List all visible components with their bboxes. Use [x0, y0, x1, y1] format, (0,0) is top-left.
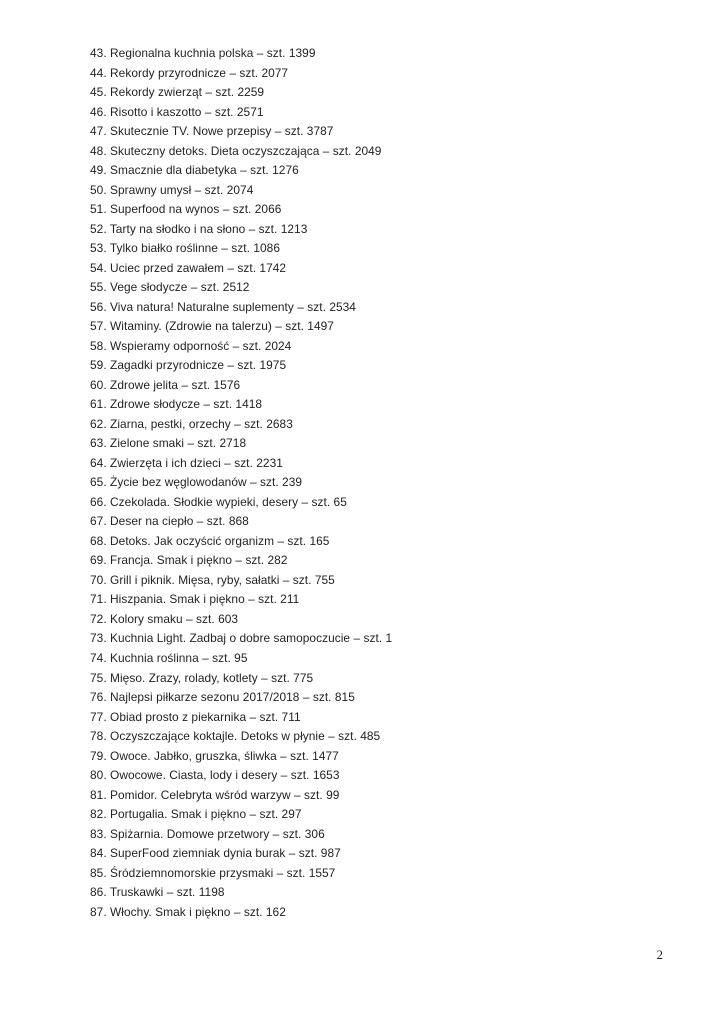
list-item: 74. Kuchnia roślinna – szt. 95 [90, 650, 248, 665]
list-item: 71. Hiszpania. Smak i piękno – szt. 211 [90, 592, 300, 607]
list-item: 43. Regionalna kuchnia polska – szt. 1399 [90, 46, 316, 60]
list-item: 54. Uciec przed zawałem – szt. 1742 [90, 260, 287, 275]
list-item: 57. Witaminy. (Zdrowie na talerzu) – szt. 1497 [90, 319, 334, 334]
list-item: 63. Zielone smaki – szt. 2718 [90, 436, 247, 451]
list-item: 65. Życie bez węglowodanów – szt. 239 [90, 475, 303, 490]
list-item: 44. Rekordy przyrodnicze – szt. 2077 [90, 65, 289, 80]
list-item: 67. Deser na ciepło – szt. 868 [90, 514, 249, 529]
list-item: 56. Viva natura! Naturalne suplementy – szt. 2534 [90, 299, 356, 314]
list-item: 78. Oczyszczające koktajle. Detoks w płynie – szt. 485 [90, 729, 381, 744]
list-item: 53. Tylko białko roślinne – szt. 1086 [90, 241, 281, 256]
list-item: 64. Zwierzęta i ich dzieci – szt. 2231 [90, 455, 283, 470]
numbered-item-list [90, 44, 665, 922]
list-item: 45. Rekordy zwierząt – szt. 2259 [90, 85, 265, 100]
list-item: 59. Zagadki przyrodnicze – szt. 1975 [90, 358, 287, 373]
list-item: 85. Śródziemnomorskie przysmaki – szt. 1557 [90, 865, 336, 880]
list-item: 66. Czekolada. Słodkie wypieki, desery – szt. 65 [90, 494, 347, 509]
list-item: 46. Risotto i kaszotto – szt. 2571 [90, 104, 264, 119]
document-body [90, 44, 665, 922]
list-item: 77. Obiad prosto z piekarnika – szt. 711 [90, 709, 301, 724]
list-item: 80. Owocowe. Ciasta, lody i desery – szt. 1653 [90, 768, 340, 783]
list-item: 70. Grill i piknik. Mięsa, ryby, sałatki – szt. 755 [90, 572, 335, 587]
list-item: 49. Smacznie dla diabetyka – szt. 1276 [90, 163, 299, 178]
list-item: 47. Skutecznie TV. Nowe przepisy – szt. 3787 [90, 124, 334, 139]
list-item: 81. Pomidor. Celebryta wśród warzyw – szt. 99 [90, 787, 340, 802]
list-item: 68. Detoks. Jak oczyścić organizm – szt. 165 [90, 533, 330, 548]
list-item: 72. Kolory smaku – szt. 603 [90, 611, 239, 626]
list-item: 75. Mięso. Zrazy, rolady, kotlety – szt. 775 [90, 670, 314, 685]
list-item: 58. Wspieramy odporność – szt. 2024 [90, 338, 292, 353]
list-item: 83. Spiżarnia. Domowe przetwory – szt. 306 [90, 826, 325, 841]
list-item: 48. Skuteczny detoks. Dieta oczyszczająca – szt. 2049 [90, 143, 382, 158]
list-item: 76. Najlepsi piłkarze sezonu 2017/2018 – szt. 815 [90, 690, 355, 705]
list-item: 61. Zdrowe słodycze – szt. 1418 [90, 397, 263, 412]
list-item: 50. Sprawny umysł – szt. 2074 [90, 182, 254, 197]
list-item: 86. Truskawki – szt. 1198 [90, 885, 225, 900]
list-item: 60. Zdrowe jelita – szt. 1576 [90, 377, 241, 392]
list-item: 52. Tarty na słodko i na słono – szt. 1213 [90, 221, 308, 236]
list-item: 84. SuperFood ziemniak dynia burak – szt. 987 [90, 846, 341, 861]
list-item: 55. Vege słodycze – szt. 2512 [90, 280, 250, 295]
list-item: 79. Owoce. Jabłko, gruszka, śliwka – szt. 1477 [90, 748, 339, 763]
list-item: 62. Ziarna, pestki, orzechy – szt. 2683 [90, 416, 293, 431]
list-item: 73. Kuchnia Light. Zadbaj o dobre samopoczucie – szt. 1 [90, 631, 393, 646]
page-number: 2 [656, 947, 663, 962]
list-item: 51. Superfood na wynos – szt. 2066 [90, 202, 282, 217]
list-item: 82. Portugalia. Smak i piękno – szt. 297 [90, 807, 302, 822]
list-item: 69. Francja. Smak i piękno – szt. 282 [90, 553, 288, 568]
list-item: 87. Włochy. Smak i piękno – szt. 162 [90, 904, 286, 919]
